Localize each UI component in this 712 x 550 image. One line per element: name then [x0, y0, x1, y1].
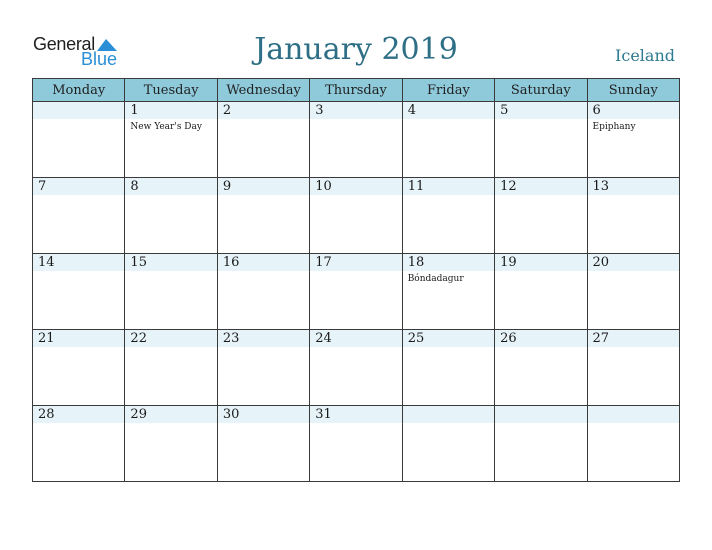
- day-cell: [33, 330, 125, 406]
- day-cell: [402, 254, 494, 330]
- day-number: 26: [495, 330, 586, 347]
- weekday-header: Sunday: [587, 79, 679, 102]
- day-number: 21: [33, 330, 124, 347]
- day-number: 3: [310, 102, 401, 119]
- day-number: 14: [33, 254, 124, 271]
- day-cell: [125, 254, 217, 330]
- day-cell: [587, 102, 679, 178]
- day-cell: [402, 178, 494, 254]
- day-number: 28: [33, 406, 124, 423]
- day-number: 13: [588, 178, 679, 195]
- day-number: 4: [403, 102, 494, 119]
- day-number: 2: [218, 102, 309, 119]
- day-cell: [217, 102, 309, 178]
- holiday-label: Epiphany: [592, 122, 636, 132]
- day-cell: [310, 254, 402, 330]
- holiday-label: New Year's Day: [130, 122, 202, 132]
- day-number: 19: [495, 254, 586, 271]
- weekday-header: Monday: [33, 79, 125, 102]
- day-cell: [33, 254, 125, 330]
- day-cell: [217, 254, 309, 330]
- day-cell: [310, 102, 402, 178]
- weekday-header: Thursday: [310, 79, 402, 102]
- day-cell: [33, 178, 125, 254]
- calendar-title: January 2019: [254, 32, 458, 67]
- day-cell: [33, 102, 125, 178]
- day-number: 25: [403, 330, 494, 347]
- day-cell: [495, 406, 587, 482]
- day-cell: [495, 102, 587, 178]
- holiday-label: Bóndadagur: [407, 274, 464, 284]
- day-number: [403, 406, 494, 423]
- week-row: [33, 178, 680, 254]
- day-cell: [310, 330, 402, 406]
- day-number: 20: [588, 254, 679, 271]
- day-cell: [402, 406, 494, 482]
- day-number: 29: [125, 406, 216, 423]
- day-number: 17: [310, 254, 401, 271]
- day-number: 30: [218, 406, 309, 423]
- day-number: 27: [588, 330, 679, 347]
- day-number: 1: [125, 102, 216, 119]
- day-number: 12: [495, 178, 586, 195]
- day-cell: [587, 406, 679, 482]
- day-number: 18: [403, 254, 494, 271]
- day-number: 10: [310, 178, 401, 195]
- day-cell: [587, 178, 679, 254]
- day-cell: [495, 254, 587, 330]
- day-number: 8: [125, 178, 216, 195]
- day-cell: [33, 406, 125, 482]
- country-label: Iceland: [615, 46, 675, 65]
- day-number: 23: [218, 330, 309, 347]
- day-cell: [310, 406, 402, 482]
- calendar-grid: [32, 78, 680, 482]
- day-number: 31: [310, 406, 401, 423]
- day-cell: [495, 330, 587, 406]
- week-row: [33, 330, 680, 406]
- day-number: [495, 406, 586, 423]
- day-cell: [587, 254, 679, 330]
- weekday-header: Wednesday: [217, 79, 309, 102]
- day-cell: [587, 330, 679, 406]
- day-cell: [402, 102, 494, 178]
- day-cell: [217, 406, 309, 482]
- day-cell: [125, 178, 217, 254]
- day-number: 6: [588, 102, 679, 119]
- day-cell: [495, 178, 587, 254]
- day-number: 9: [218, 178, 309, 195]
- day-cell: [125, 102, 217, 178]
- day-cell: [125, 406, 217, 482]
- day-number: 11: [403, 178, 494, 195]
- day-number: 15: [125, 254, 216, 271]
- weekday-header-row: [33, 79, 680, 102]
- day-cell: [217, 330, 309, 406]
- day-number: 7: [33, 178, 124, 195]
- week-row: [33, 406, 680, 482]
- logo-text-blue: Blue: [81, 49, 118, 69]
- day-cell: [402, 330, 494, 406]
- day-number: 16: [218, 254, 309, 271]
- day-number: 22: [125, 330, 216, 347]
- weekday-header: Saturday: [495, 79, 587, 102]
- day-number: [588, 406, 679, 423]
- weekday-header: Friday: [402, 79, 494, 102]
- day-cell: [125, 330, 217, 406]
- week-row: [33, 254, 680, 330]
- day-number: [33, 102, 124, 119]
- day-cell: [310, 178, 402, 254]
- logo-text-general: General: [33, 34, 95, 54]
- week-row: [33, 102, 680, 178]
- day-number: 5: [495, 102, 586, 119]
- weekday-header: Tuesday: [125, 79, 217, 102]
- day-number: 24: [310, 330, 401, 347]
- day-cell: [217, 178, 309, 254]
